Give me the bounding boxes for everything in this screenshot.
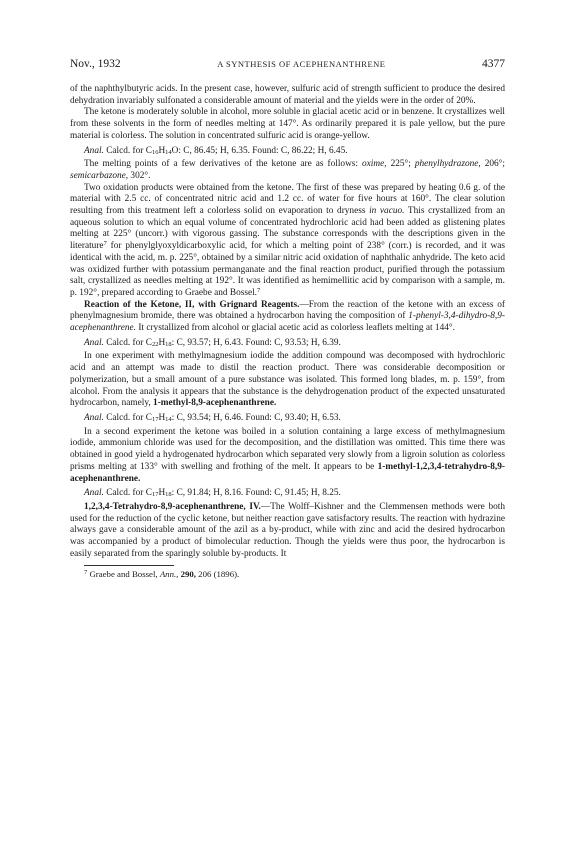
running-header xyxy=(70,58,505,70)
anal-label: Anal. xyxy=(84,145,104,156)
paragraph-6: In one experiment with methylmagnesium iodide the addition compound was decomposed with hydrochloric acid and an attempt was made to distil the reaction product. There was considerable decomposition or polymerization, but a small amount of a pure substance was isolated. This formed long blades, m. p. 159°, from alcohol. From the analysis it appears that the substance is the dehydrogenation product of the expected unsaturated hydrocarbon, namely, 1-methyl-8,9-acephenanthrene. xyxy=(70,351,505,409)
footnote-ref: 7 xyxy=(103,240,107,248)
analysis-4: Anal. Calcd. for $C_{17}H_{18}$: C, 91.84; H, 8.16. Found: C, 91.45; H, 8.25. xyxy=(84,488,341,499)
section-heading: Reaction of the Ketone, II, with Grignard Reagents. xyxy=(84,299,300,310)
paragraph-2: The ketone is moderately soluble in alcohol, more soluble in glacial acetic acid or in benzene. It crystallizes well from these solvents in the form of needles melting at 147°. As ordinarily prepared it is pale yellow, but the pure material is colorless. The solution in concentrated sulfuric acid is orange-yellow. xyxy=(70,107,505,141)
article-body xyxy=(70,84,505,560)
analysis-2: Anal. Calcd. for $C_{22}H_{18}$: C, 93.57; H, 6.43. Found: C, 93.53; H, 6.39. xyxy=(84,337,341,348)
analysis-1: Anal. Calcd. for $C_{16}H_{14}O$: C, 86.45; H, 6.35. Found: C, 86.22; H, 6.45. xyxy=(84,145,348,156)
paragraph-3: The melting points of a few derivatives of the ketone are as follows: oxime, 225°; phenylhydrazone, 206°; semicarbazone, 302°. xyxy=(70,159,505,181)
paragraph-5: Reaction of the Ketone, II, with Grignard Reagents.—From the reaction of the ketone with an excess of phenylmagnesium bromide, there was obtained a hydrocarbon having the composition of 1-phenyl-3,4-dihydro-8,9-acephenanthrene. It crystallized from alcohol or glacial acetic acid as colorless leaflets melting at 144°. xyxy=(70,299,505,334)
footnote-rule xyxy=(84,565,174,566)
analysis-3: Anal. Calcd. for $C_{17}H_{14}$: C, 93.54; H, 6.46. Found: C, 93.40; H, 6.53. xyxy=(84,412,341,423)
section-heading: 1,2,3,4-Tetrahydro-8,9-acephenanthrene, IV. xyxy=(84,501,261,512)
paragraph-7: In a second experiment the ketone was boiled in a solution containing a large excess of methylmagnesium iodide, ammonium chloride was used for the decomposition, and the distillation was omitted. This time there was obtained in good yield a hydrogenated hydrocarbon which separated very slowly from a ligroin solution as colorless prisms melting at 133° with swelling and frothing of the melt. It appears to be 1-methyl-1,2,3,4-tetrahydro-8,9-acephenanthrene. xyxy=(70,426,505,484)
paragraph-8: 1,2,3,4-Tetrahydro-8,9-acephenanthrene, IV.—The Wolff–Kishner and the Clemmensen methods were both used for the reduction of the cyclic ketone, but neither reaction gave satisfactory results. The reaction with hydrazine always gave a considerable amount of the azil as a by-product, while with zinc and acid the desired hydrocarbon was accompanied by a product of bimolecular reduction. Though the yields were thus poor, the hydrocarbon is easily separated from the sparingly soluble by-products. It xyxy=(70,501,506,559)
footnote: $^7$ Graebe and Bossel, Ann., 290, 206 (1896). xyxy=(84,569,240,580)
journal-page xyxy=(70,58,505,580)
page-number: 4377 xyxy=(482,58,505,70)
footnote-ref: 7 xyxy=(257,286,261,294)
paragraph-1: of the naphthylbutyric acids. In the present case, however, sulfuric acid of strength sufficient to produce the desired dehydration invariably sulfonated a considerable amount of material and the yields were in the order of 20%. xyxy=(70,84,505,106)
header-date: Nov., 1932 xyxy=(70,58,121,70)
header-title: A SYNTHESIS OF ACEPHENANTHRENE xyxy=(217,59,386,69)
paragraph-4: Two oxidation products were obtained from the ketone. The first of these was prepared by heating 0.6 g. of the material with 2.5 cc. of concentrated nitric acid and 1.2 cc. of water for five hours at 160°. The clear solution resulting from this treatment left a colorless solid on evaporation to dryness in vacuo. This crystallized from an aqueous solution to which an equal volume of concentrated hydrochloric acid had been added as glistening plates melting at 225° (uncorr.) with vigorous gassing. The substance corresponds with the descriptions given in the literature$^7$ for phenylglyoxyldicarboxylic acid, for which a melting point of 238° (corr.) is recorded, and it was identical with the acid, m. p. 225°, obtained by a similar nitric acid oxidation of naphthalic anhydride. The keto acid was oxidized further with potassium permanganate and the final reaction product, purified through the potassium salt, crystallized as needles melting at 192°. It was identified as hemimellitic acid by comparison with a sample, m. p. 192°, prepared according to Graebe and Bossel.$^7$ xyxy=(70,182,506,298)
